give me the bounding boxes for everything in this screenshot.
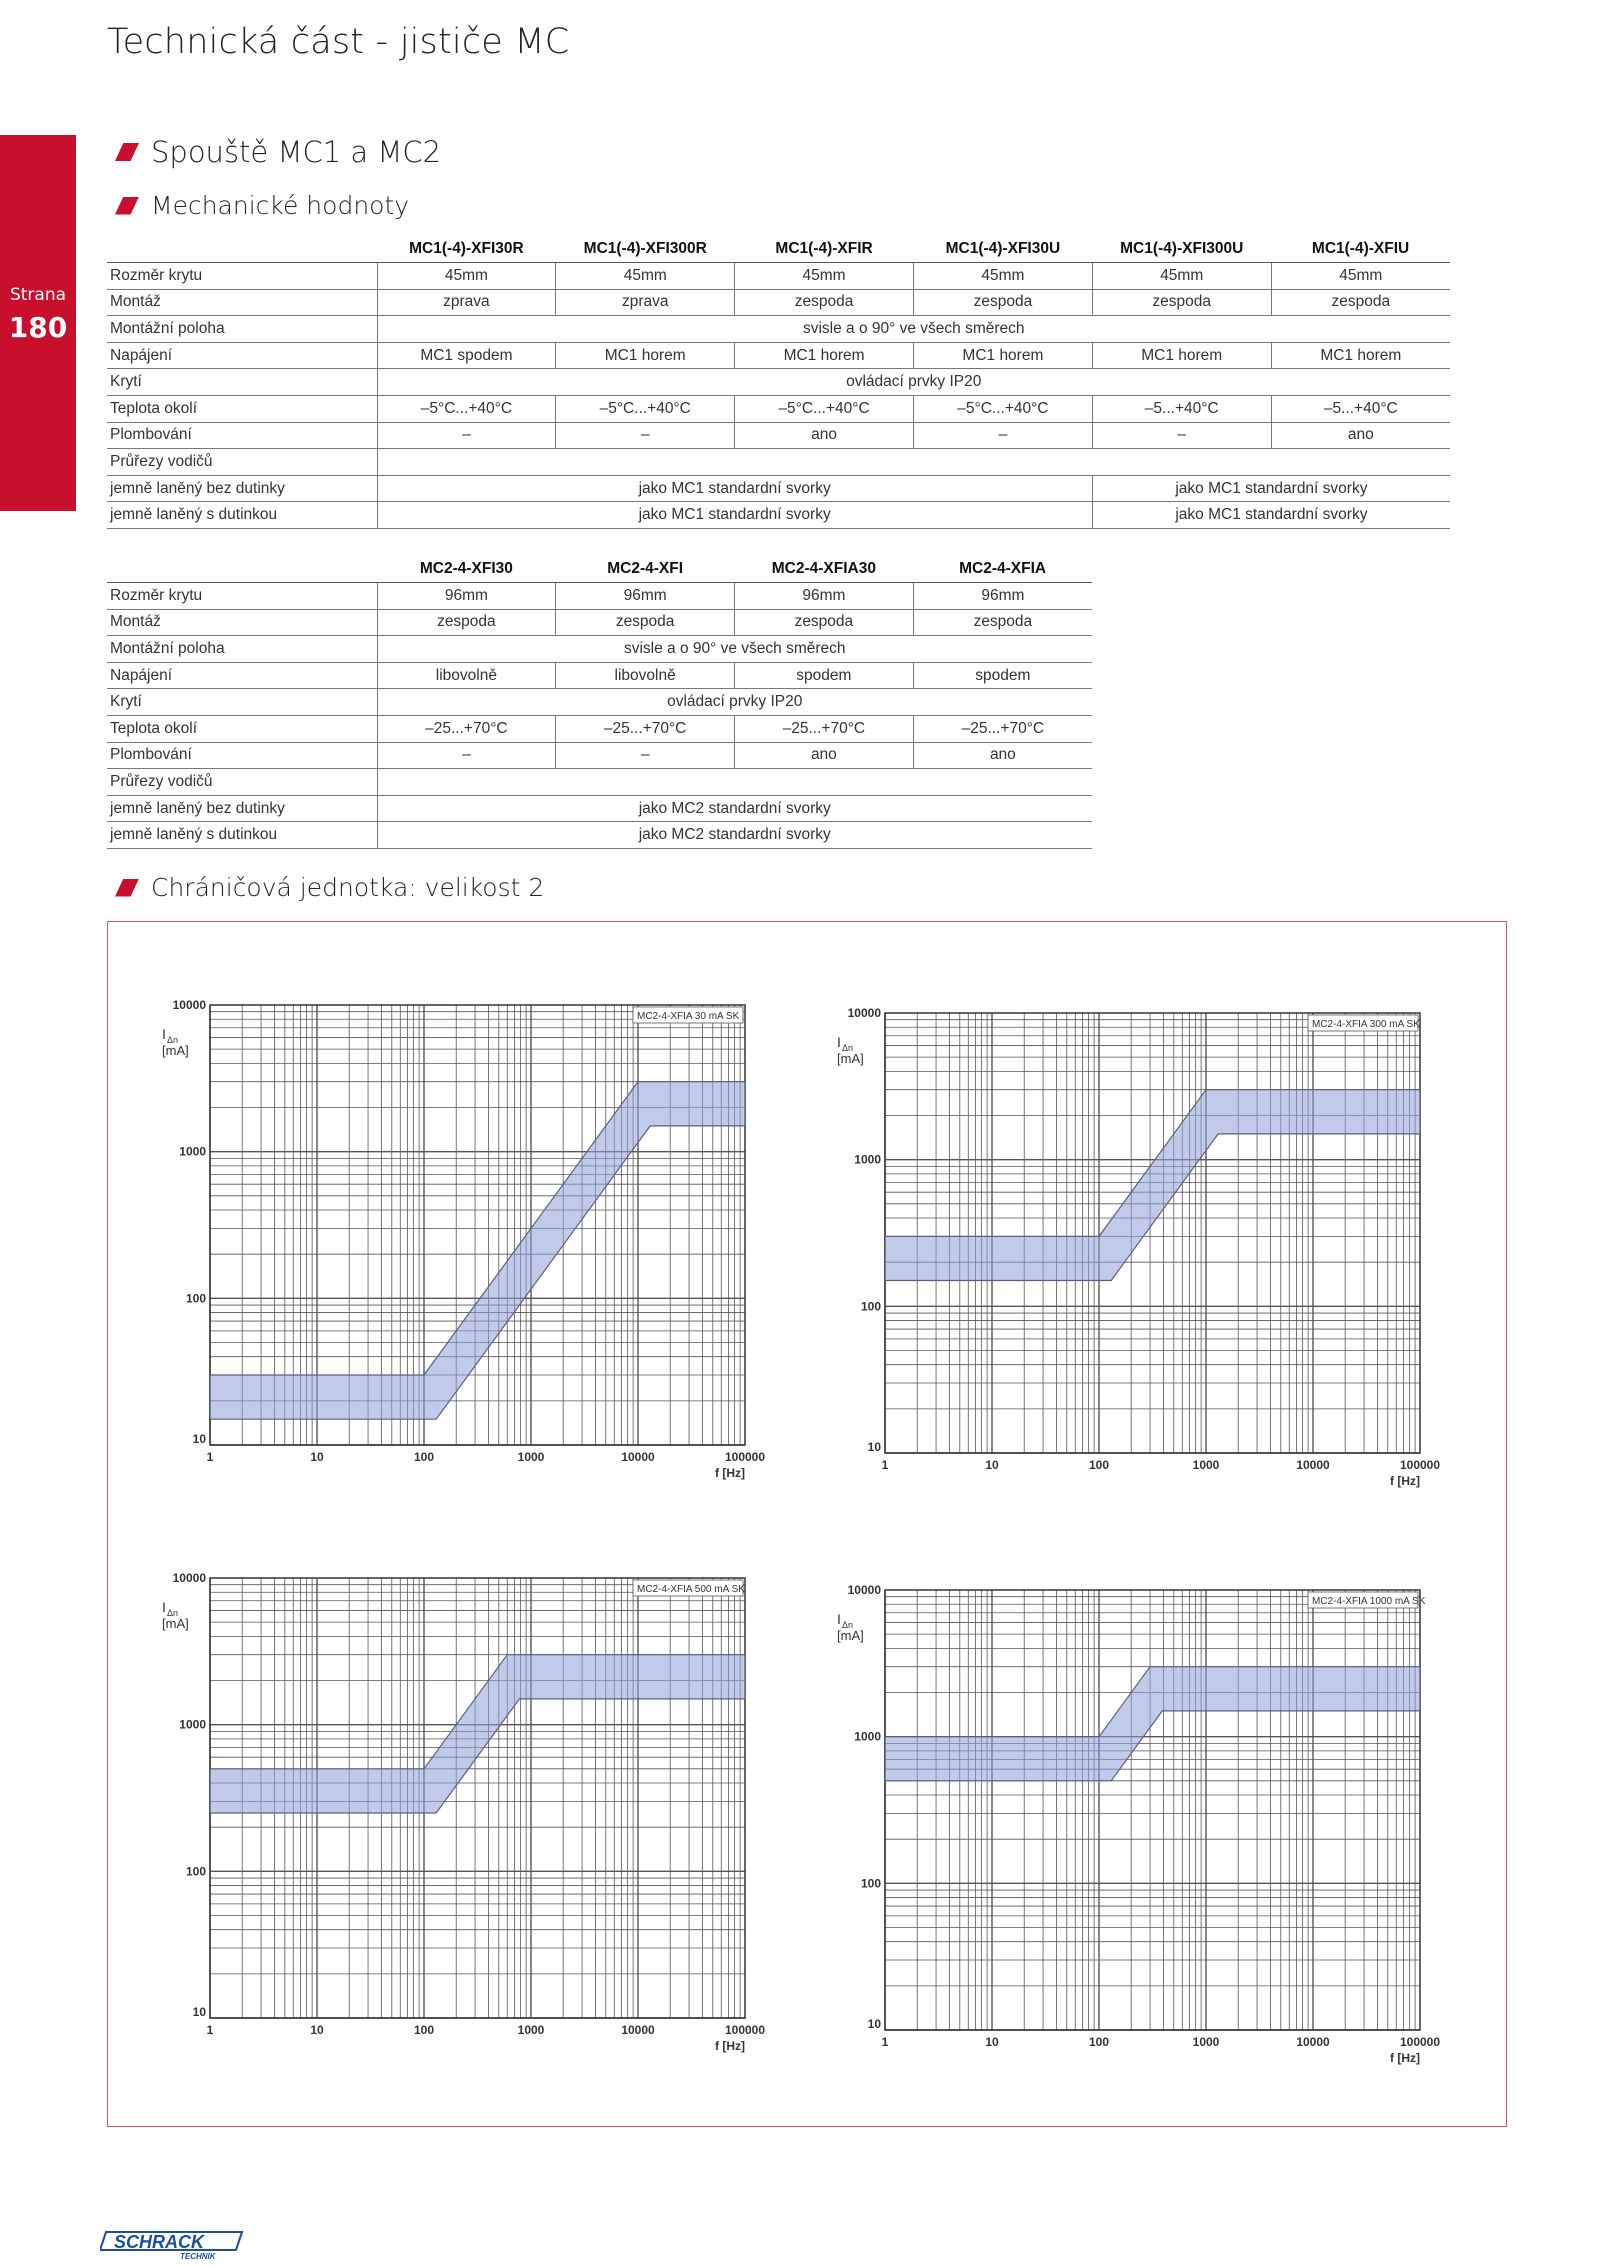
y-tick-label: 10000 [172, 1571, 206, 1585]
table-row [107, 263, 1450, 290]
row-label: Rozměr krytu [107, 263, 377, 290]
table-cell: svisle a o 90° ve všech směrech [377, 636, 1092, 663]
table-row [107, 636, 1092, 663]
table-cell: spodem [735, 662, 914, 689]
y-tick-label: 10 [867, 1440, 881, 1454]
chart-title-box [633, 1007, 743, 1023]
table-row [107, 395, 1450, 422]
row-label: Napájení [107, 662, 377, 689]
table-cell: – [1092, 422, 1271, 449]
table-cell: –25...+70°C [377, 715, 556, 742]
y-tick-label: 100 [860, 1876, 881, 1891]
x-tick-label: 1000 [1192, 2035, 1220, 2049]
x-tick-label: 100000 [1399, 2035, 1441, 2049]
table-cell: 96mm [556, 583, 735, 610]
row-label: jemně laněný s dutinkou [107, 822, 377, 849]
column-header: MC2-4-XFIA [913, 556, 1092, 583]
y-tick-label: 10000 [847, 1006, 881, 1020]
column-header: MC1(-4)-XFI300R [556, 236, 735, 263]
x-tick-label: 10000 [621, 1450, 655, 1464]
row-label: Teplota okolí [107, 395, 377, 422]
x-tick-label: 10 [310, 1450, 324, 1464]
x-axis-label: f [Hz] [715, 1466, 745, 1480]
y-tick-label: 100 [185, 1864, 206, 1879]
table-cell: zespoda [735, 289, 914, 316]
table-cell: ano [1271, 422, 1450, 449]
x-axis-label: f [Hz] [1390, 1474, 1420, 1488]
table-cell: –5...+40°C [1092, 395, 1271, 422]
y-tick-label: 10 [867, 2017, 881, 2031]
x-tick-label: 100000 [724, 2023, 766, 2037]
spec-table-mc2 [107, 556, 1092, 849]
y-tick-label: 10000 [172, 998, 206, 1012]
y-axis-unit: [mA] [162, 1043, 189, 1058]
chart-svg [150, 995, 766, 1485]
chart-30ma [150, 995, 766, 1485]
column-header: MC1(-4)-XFI30R [377, 236, 556, 263]
table-cell: –5°C...+40°C [913, 395, 1092, 422]
table-cell: zespoda [913, 609, 1092, 636]
table-cell: ano [735, 422, 914, 449]
chart-title-box [633, 1580, 745, 1596]
table-header-row [107, 236, 1450, 263]
y-tick-label: 10 [192, 1432, 206, 1446]
table-cell: jako MC1 standardní svorky [377, 475, 1092, 502]
chart-1000ma [825, 1580, 1441, 2070]
chart-title: MC2-4-XFIA 500 mA SK [637, 1584, 745, 1595]
page-label: Strana [9, 285, 67, 305]
table-cell: – [913, 422, 1092, 449]
table-cell: 45mm [1092, 263, 1271, 290]
table-cell: ovládací prvky IP20 [377, 369, 1450, 396]
y-axis-unit: [mA] [837, 1051, 864, 1066]
table-cell: MC1 horem [913, 342, 1092, 369]
chart-title: MC2-4-XFIA 300 mA SK [1312, 1019, 1420, 1030]
column-header: MC1(-4)-XFI30U [913, 236, 1092, 263]
table-cell: –5°C...+40°C [735, 395, 914, 422]
logo-text: SCHRACK [114, 2232, 204, 2252]
chart-300ma [825, 1003, 1441, 1493]
row-label: jemně laněný bez dutinky [107, 795, 377, 822]
table-cell: zespoda [913, 289, 1092, 316]
table-cell: spodem [913, 662, 1092, 689]
x-axis-label: f [Hz] [715, 2039, 745, 2053]
section-title: Chráničová jednotka: velikost 2 [151, 873, 545, 902]
table-row [107, 342, 1450, 369]
row-label: Průřezy vodičů [107, 449, 377, 476]
row-label: Krytí [107, 369, 377, 396]
table-row [107, 289, 1450, 316]
y-axis-label: I [837, 1034, 841, 1050]
section-marker-icon [115, 143, 139, 161]
section-heading-rcd [115, 873, 544, 902]
y-axis-label-sub: Δn [167, 1608, 179, 1618]
column-header: MC2-4-XFI30 [377, 556, 556, 583]
y-tick-label: 1000 [854, 1152, 881, 1167]
y-axis-label: I [837, 1611, 841, 1627]
y-tick-label: 10000 [847, 1583, 881, 1597]
table-row [107, 769, 1092, 796]
table-cell: – [377, 422, 556, 449]
logo-subtext: TECHNIK [180, 2252, 216, 2261]
row-label: Průřezy vodičů [107, 769, 377, 796]
table-row [107, 316, 1450, 343]
row-label: Rozměr krytu [107, 583, 377, 610]
row-label: Teplota okolí [107, 715, 377, 742]
section-heading-triggers [115, 135, 441, 169]
table-cell: 45mm [1271, 263, 1450, 290]
chart-title: MC2-4-XFIA 1000 mA SK [1312, 1596, 1426, 1607]
schrack-logo [100, 2228, 245, 2266]
table-cell: zprava [556, 289, 735, 316]
table-row [107, 689, 1092, 716]
row-label: jemně laněný bez dutinky [107, 475, 377, 502]
table-cell: 45mm [377, 263, 556, 290]
y-axis-label-sub: Δn [842, 1620, 854, 1630]
table-row [107, 742, 1092, 769]
table-header-row [107, 556, 1092, 583]
table-cell: 45mm [556, 263, 735, 290]
row-label: jemně laněný s dutinkou [107, 502, 377, 529]
table-cell: zespoda [556, 609, 735, 636]
y-tick-label: 100 [860, 1299, 881, 1314]
x-tick-label: 100000 [1399, 1458, 1441, 1472]
table-row [107, 662, 1092, 689]
chart-grid [885, 1590, 1420, 2030]
row-label: Montáž [107, 289, 377, 316]
table-cell: jako MC2 standardní svorky [377, 822, 1092, 849]
table-row [107, 369, 1450, 396]
x-tick-label: 100 [413, 1450, 435, 1464]
chart-svg [150, 1568, 766, 2058]
row-label: Montáž [107, 609, 377, 636]
table-cell: –25...+70°C [735, 715, 914, 742]
table-cell: ovládací prvky IP20 [377, 689, 1092, 716]
y-axis-label-sub: Δn [842, 1043, 854, 1053]
y-axis-label-sub: Δn [167, 1035, 179, 1045]
row-label: Plombování [107, 742, 377, 769]
section-marker-icon [115, 197, 139, 215]
table-cell: zespoda [1271, 289, 1450, 316]
table-cell: – [556, 422, 735, 449]
chart-svg [825, 1580, 1441, 2070]
section-title: Spouště MC1 a MC2 [151, 135, 442, 169]
chart-title-box [1308, 1592, 1426, 1608]
table-cell: 45mm [735, 263, 914, 290]
table-cell [377, 449, 1450, 476]
tripping-band [210, 1655, 745, 1813]
table-cell: 96mm [913, 583, 1092, 610]
section-title: Mechanické hodnoty [151, 191, 410, 220]
table-cell: –25...+70°C [913, 715, 1092, 742]
y-tick-label: 10 [192, 2005, 206, 2019]
table-cell: –5°C...+40°C [556, 395, 735, 422]
table-row [107, 449, 1450, 476]
table-row [107, 583, 1092, 610]
chart-svg [825, 1003, 1441, 1493]
table-cell: ano [735, 742, 914, 769]
y-axis-label: I [162, 1026, 166, 1042]
x-tick-label: 1000 [1192, 1458, 1220, 1472]
tripping-band [885, 1090, 1420, 1281]
table-cell: zespoda [1092, 289, 1271, 316]
table-cell: jako MC1 standardní svorky [1092, 475, 1450, 502]
x-tick-label: 10 [985, 1458, 999, 1472]
column-header: MC2-4-XFIA30 [735, 556, 914, 583]
spec-table-mc1 [107, 236, 1450, 529]
row-label: Montážní poloha [107, 316, 377, 343]
column-header: MC1(-4)-XFIU [1271, 236, 1450, 263]
row-label: Napájení [107, 342, 377, 369]
table-row [107, 822, 1092, 849]
table-row [107, 502, 1450, 529]
table-cell: MC1 horem [556, 342, 735, 369]
table-cell: – [556, 742, 735, 769]
table-cell: –25...+70°C [556, 715, 735, 742]
table-cell: jako MC1 standardní svorky [377, 502, 1092, 529]
table-cell: zespoda [377, 609, 556, 636]
table-row [107, 422, 1450, 449]
table-cell: MC1 horem [1271, 342, 1450, 369]
tripping-band [210, 1082, 745, 1419]
x-tick-label: 10 [310, 2023, 324, 2037]
column-header: MC1(-4)-XFI300U [1092, 236, 1271, 263]
y-tick-label: 1000 [854, 1729, 881, 1744]
table-cell: 96mm [377, 583, 556, 610]
table-cell [377, 769, 1092, 796]
chart-title: MC2-4-XFIA 30 mA SK [637, 1011, 740, 1022]
table-cell: ano [913, 742, 1092, 769]
y-axis-unit: [mA] [162, 1616, 189, 1631]
y-tick-label: 1000 [179, 1144, 206, 1159]
table-row [107, 795, 1092, 822]
table-cell: MC1 spodem [377, 342, 556, 369]
x-tick-label: 100 [1088, 1458, 1110, 1472]
chart-500ma [150, 1568, 766, 2058]
table-cell: jako MC2 standardní svorky [377, 795, 1092, 822]
table-row [107, 715, 1092, 742]
table-cell: zprava [377, 289, 556, 316]
x-tick-label: 1 [881, 1458, 889, 1472]
chart-grid [885, 1013, 1420, 1453]
table-row [107, 475, 1450, 502]
table-cell: MC1 horem [735, 342, 914, 369]
y-tick-label: 1000 [179, 1717, 206, 1732]
x-tick-label: 100 [1088, 2035, 1110, 2049]
chart-title-box [1308, 1015, 1420, 1031]
y-axis-label: I [162, 1599, 166, 1615]
row-label: Plombování [107, 422, 377, 449]
x-tick-label: 1000 [517, 1450, 545, 1464]
x-tick-label: 100 [413, 2023, 435, 2037]
x-axis-label: f [Hz] [1390, 2051, 1420, 2065]
x-tick-label: 1000 [517, 2023, 545, 2037]
x-tick-label: 10000 [621, 2023, 655, 2037]
page-number-tab [0, 135, 76, 511]
row-label: Krytí [107, 689, 377, 716]
table-cell: 45mm [913, 263, 1092, 290]
x-tick-label: 10000 [1296, 1458, 1330, 1472]
table-cell: – [377, 742, 556, 769]
section-heading-mechanical [115, 191, 409, 220]
table-cell: 96mm [735, 583, 914, 610]
row-label: Montážní poloha [107, 636, 377, 663]
x-tick-label: 10 [985, 2035, 999, 2049]
x-tick-label: 1 [206, 2023, 214, 2037]
page-title: Technická část - jističe MC [107, 22, 570, 62]
table-cell: jako MC1 standardní svorky [1092, 502, 1450, 529]
section-marker-icon [115, 879, 139, 897]
x-tick-label: 1 [881, 2035, 889, 2049]
x-tick-label: 1 [206, 1450, 214, 1464]
x-tick-label: 10000 [1296, 2035, 1330, 2049]
y-axis-unit: [mA] [837, 1628, 864, 1643]
table-cell: libovolně [556, 662, 735, 689]
table-cell: svisle a o 90° ve všech směrech [377, 316, 1450, 343]
table-cell: –5°C...+40°C [377, 395, 556, 422]
table-cell: zespoda [735, 609, 914, 636]
y-tick-label: 100 [185, 1291, 206, 1306]
plot-border [885, 1013, 1420, 1453]
table-cell: MC1 horem [1092, 342, 1271, 369]
column-header: MC2-4-XFI [556, 556, 735, 583]
table-cell: –5...+40°C [1271, 395, 1450, 422]
column-header: MC1(-4)-XFIR [735, 236, 914, 263]
x-tick-label: 100000 [724, 1450, 766, 1464]
table-row [107, 609, 1092, 636]
plot-border [885, 1590, 1420, 2030]
table-cell: libovolně [377, 662, 556, 689]
page-number: 180 [8, 311, 68, 344]
